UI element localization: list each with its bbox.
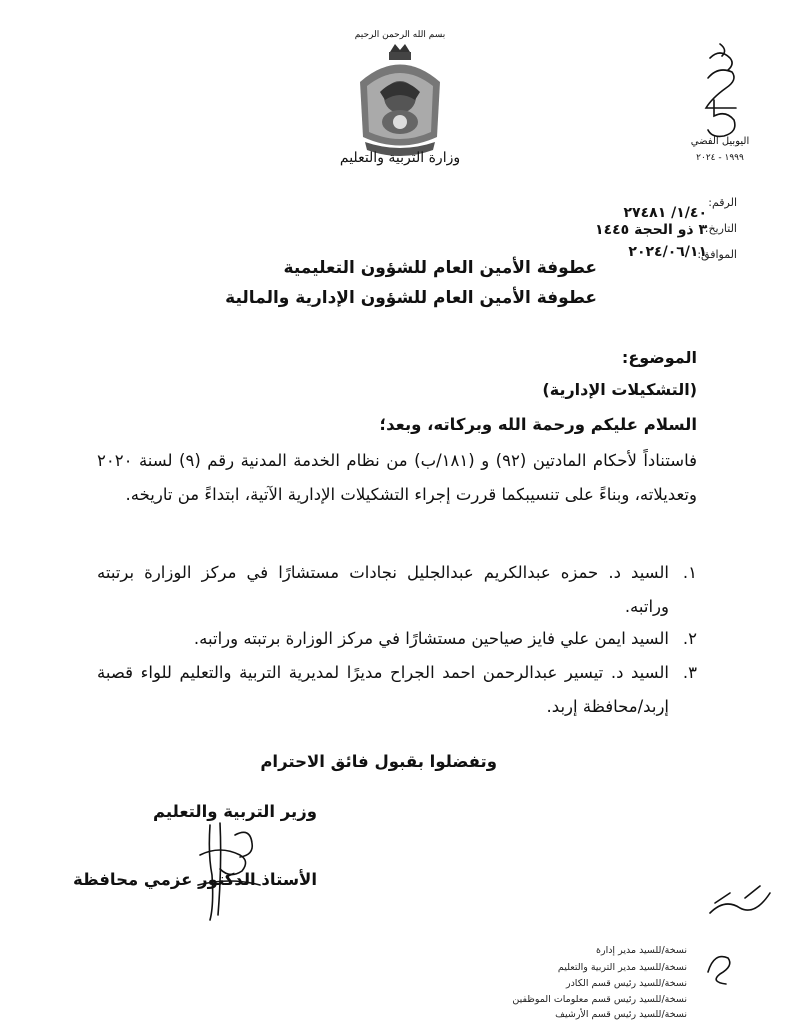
ref-number-label: الرقم:: [708, 196, 737, 209]
copy-line-2: نسخة/للسيد مدير التربية والتعليم: [557, 962, 687, 973]
number-25-icon: [680, 40, 760, 140]
basmala-text: بسم الله الرحمن الرحيم: [354, 30, 446, 40]
signatory-title: وزير التربية والتعليم: [152, 802, 317, 821]
list-item-text: السيد د. تيسير عبدالرحمن احمد الجراح مديرًا لمديرية التربية والتعليم للواء قصبة إربد/محافظة إربد.: [97, 663, 669, 716]
ref-date-hijri-value: ٣ ذو الحجة ١٤٤٥: [595, 222, 707, 238]
ref-number-value: ١/٤٠/ ٢٧٤٨١: [623, 205, 707, 221]
greeting: السلام عليكم ورحمة الله وبركاته، وبعد؛: [379, 415, 697, 434]
initials-mark-2-icon: [700, 942, 740, 987]
copy-line-3: نسخة/للسيد رئيس قسم الكادر: [565, 978, 687, 989]
list-item-number: ١.: [682, 563, 697, 582]
ref-date-hijri-label: التاريخ:: [704, 222, 737, 235]
signatory-name: الأستاذ الدكتور عزمي محافظة: [73, 870, 317, 889]
jubilee-caption: اليوبيل الفضي: [690, 136, 750, 147]
initials-mark-icon: [700, 878, 780, 923]
copy-line-1: نسخة/للسيد مدير إدارة: [596, 945, 687, 956]
jubilee-years: ١٩٩٩ - ٢٠٢٤: [696, 153, 744, 163]
subject-label: الموضوع:: [621, 348, 697, 367]
ref-date-gregorian-label: الموافق:: [697, 248, 737, 261]
copy-line-4: نسخة/للسيد رئيس قسم معلومات الموظفين: [512, 994, 687, 1005]
intro-paragraph: فاستناداً لأحكام المادتين (٩٢) و (١٨١/ب) من نظام الخدمة المدنية رقم (٩) لسنة ٢٠٢٠ وتعديلاته، وبناءً على تنسيبكما قررت إجراء التشكيلات الإدارية الآتية، ابتداءً من تاريخه.: [97, 451, 698, 504]
minister-signature-icon: [190, 815, 280, 925]
copy-line-5: نسخة/للسيد رئيس قسم الأرشيف: [555, 1009, 687, 1020]
list-item-text: السيد د. حمزه عبدالكريم عبدالجليل نجادات مستشارًا في مركز الوزارة برتبته وراتبه.: [97, 563, 669, 616]
closing-line: وتفضلوا بقبول فائق الاحترام: [260, 752, 497, 771]
list-item-number: ٢.: [682, 629, 697, 648]
recipient-line-2: عطوفة الأمين العام للشؤون الإدارية والمالية: [225, 288, 597, 308]
subject-value: (التشكيلات الإدارية): [542, 380, 697, 399]
crown-shield-icon: [345, 42, 455, 162]
list-item-text: السيد ايمن علي فايز صياحين مستشارًا في مركز الوزارة برتبته وراتبه.: [193, 629, 669, 648]
list-item-number: ٣.: [682, 663, 697, 682]
ref-date-gregorian-value: ٢٠٢٤/٠٦/١١: [628, 244, 707, 260]
ministry-name: وزارة التربية والتعليم: [339, 150, 461, 166]
recipient-line-1: عطوفة الأمين العام للشؤون التعليمية: [283, 258, 597, 278]
silver-jubilee-logo: [680, 40, 760, 170]
